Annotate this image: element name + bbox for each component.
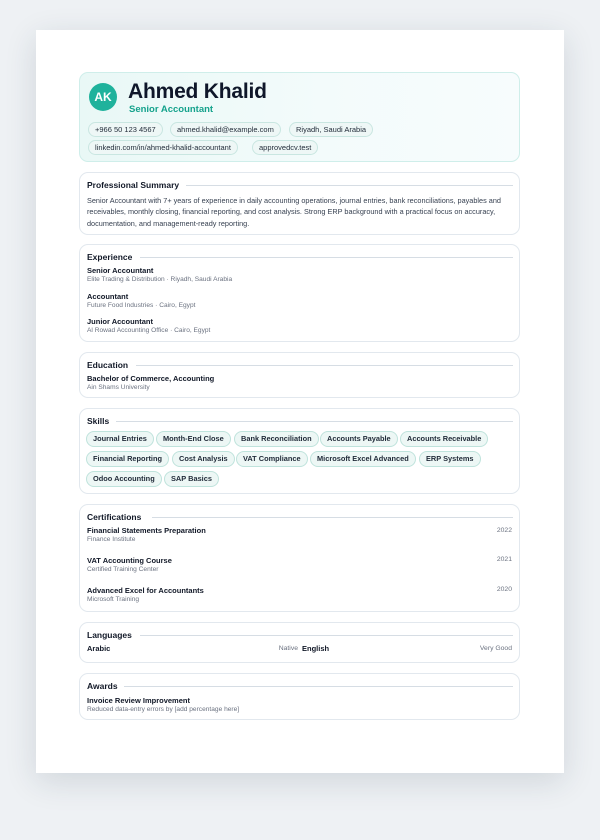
- section-divider: [124, 686, 513, 687]
- skill-tag: ERP Systems: [419, 451, 481, 467]
- skill-tag: Accounts Receivable: [400, 431, 488, 447]
- job-title: Senior Accountant: [87, 266, 154, 275]
- linkedin-link[interactable]: linkedin.com/in/ahmed-khalid-accountant: [88, 140, 238, 155]
- section-heading: Professional Summary: [87, 180, 180, 190]
- skill-tag: Microsoft Excel Advanced: [310, 451, 416, 467]
- skill-tag: Accounts Payable: [320, 431, 398, 447]
- location-pill: Riyadh, Saudi Arabia: [289, 122, 373, 137]
- resume-header: [79, 72, 520, 162]
- language-level: Very Good: [479, 645, 512, 652]
- section-heading: Awards: [87, 681, 118, 691]
- cert-issuer: Certified Training Center: [87, 566, 159, 573]
- certifications-section: [79, 504, 520, 612]
- degree-title: Bachelor of Commerce, Accounting: [87, 374, 215, 383]
- section-heading: Certifications: [87, 512, 142, 522]
- website-link[interactable]: approvedcv.test: [252, 140, 318, 155]
- skill-tag: Month-End Close: [156, 431, 231, 447]
- job-title: Accountant: [87, 292, 129, 301]
- languages-section: [79, 622, 520, 663]
- section-divider: [140, 635, 513, 636]
- section-divider: [116, 421, 513, 422]
- education-section: [79, 352, 520, 398]
- section-heading: Experience: [87, 252, 133, 262]
- job-company: Future Food Industries · Cairo, Egypt: [87, 302, 196, 309]
- experience-section: [79, 244, 520, 342]
- job-company: Al Rowad Accounting Office · Cairo, Egypt: [87, 327, 211, 334]
- skills-section: [79, 408, 520, 494]
- cert-title: Advanced Excel for Accountants: [87, 586, 204, 595]
- candidate-name: Ahmed Khalid: [128, 80, 267, 103]
- summary-section: [79, 172, 520, 235]
- job-company: Elite Trading & Distribution · Riyadh, Saudi Arabia: [87, 276, 233, 283]
- skill-tag: Bank Reconciliation: [234, 431, 319, 447]
- cert-year: 2021: [496, 556, 512, 563]
- section-heading: Skills: [87, 416, 110, 426]
- skill-tag: Journal Entries: [86, 431, 154, 447]
- section-heading: Languages: [87, 630, 132, 640]
- awards-section: [79, 673, 520, 720]
- award-title: Invoice Review Improvement: [87, 696, 190, 705]
- section-divider: [186, 185, 513, 186]
- school-name: Ain Shams University: [87, 384, 150, 391]
- summary-text: Senior Accountant with 7+ years of experience in daily accounting operations, journal entries, bank reconciliations, payables and receivables, monthly closing, financial reporting, and cost analysis. Strong ERP background with a practical focus on accuracy, documentation, and management-ready reporting.: [87, 196, 501, 228]
- email-link[interactable]: ahmed.khalid@example.com: [170, 122, 281, 137]
- skill-tag: Odoo Accounting: [86, 471, 162, 487]
- resume-page: [36, 30, 564, 773]
- section-divider: [140, 257, 513, 258]
- section-divider: [152, 517, 513, 518]
- section-heading: Education: [87, 360, 129, 370]
- skill-tag: Financial Reporting: [86, 451, 169, 467]
- cert-year: 2022: [496, 527, 512, 534]
- cert-title: Financial Statements Preparation: [87, 526, 206, 535]
- phone-pill: +966 50 123 4567: [88, 122, 163, 137]
- cert-issuer: Microsoft Training: [87, 596, 140, 603]
- candidate-title: Senior Accountant: [129, 104, 214, 115]
- avatar: AK: [89, 83, 117, 111]
- cert-year: 2020: [496, 586, 512, 593]
- cert-issuer: Finance Institute: [87, 536, 136, 543]
- section-divider: [136, 365, 513, 366]
- job-title: Junior Accountant: [87, 317, 153, 326]
- skill-tag: SAP Basics: [164, 471, 219, 487]
- skill-tag: Cost Analysis: [172, 451, 235, 467]
- language-level: Native: [278, 645, 298, 652]
- skill-tag: VAT Compliance: [236, 451, 308, 467]
- language-name: English: [302, 644, 330, 653]
- cert-title: VAT Accounting Course: [87, 556, 172, 565]
- language-name: Arabic: [87, 644, 111, 653]
- award-description: Reduced data-entry errors by [add percentage here]: [87, 706, 240, 713]
